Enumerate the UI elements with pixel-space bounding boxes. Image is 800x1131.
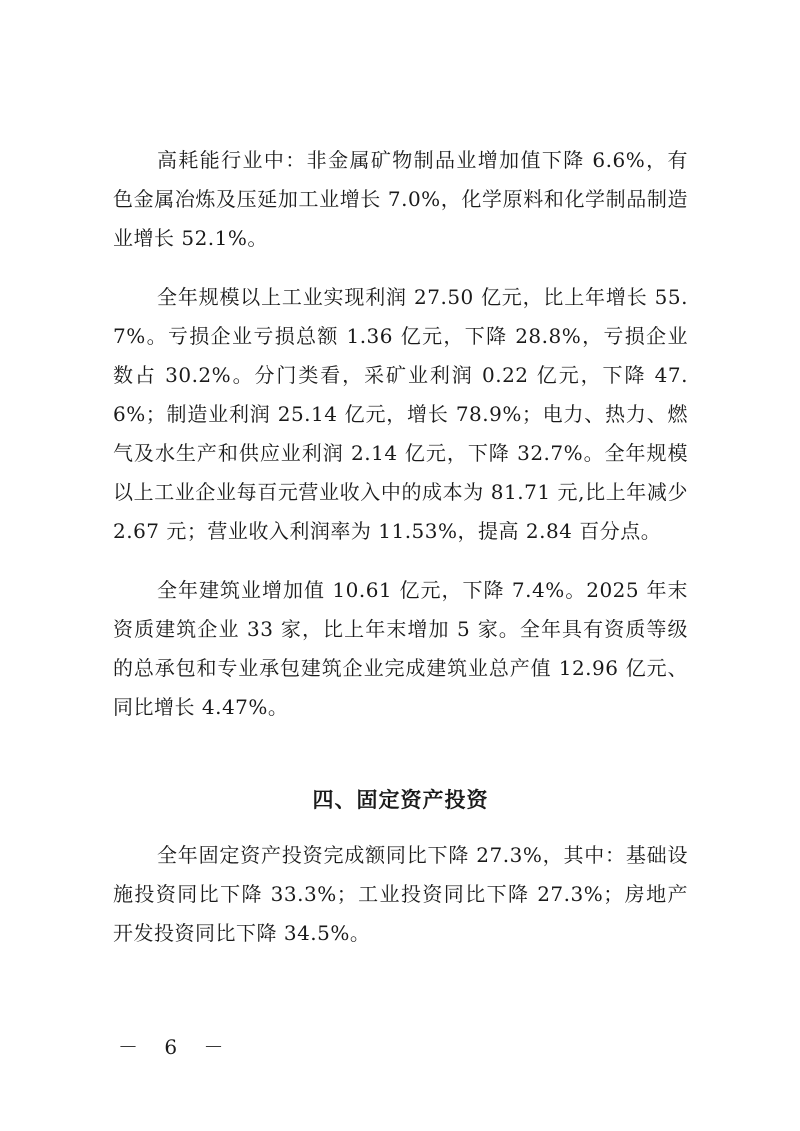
- paragraph-industrial-profits: 全年规模以上工业实现利润 27.50 亿元，比上年增长 55.7%。亏损企业亏损总额 1.36 亿元，下降 28.8%，亏损企业数占 30.2%。分门类看，采矿业利润 0.22 亿元，下降 47.6%；制造业利润 25.14 亿元，增长 78.9%；电力、热力、燃气及水生产和供应业利润 2.14 亿元，下降 32.7%。全年规模以上工业企业每百元营业收入中的成本为 81.71 元,比上年减少 2.67 元；营业收入利润率为 11.53%，提高 2.84 百分点。: [113, 285, 688, 543]
- paragraph-high-energy-industries: 高耗能行业中：非金属矿物制品业增加值下降 6.6%，有色金属冶炼及压延加工业增长 7.0%，化学原料和化学制品制造业增长 52.1%。: [113, 148, 688, 250]
- section-heading-fixed-asset-investment: 四、固定资产投资: [312, 788, 489, 812]
- paragraph-construction: 全年建筑业增加值 10.61 亿元，下降 7.4%。2025 年末资质建筑企业 33 家，比上年末增加 5 家。全年具有资质等级的总承包和专业承包建筑企业完成建筑业总产值 12.96 亿元、同比增长 4.47%。: [113, 578, 688, 719]
- page-content: [113, 141, 688, 953]
- page-number: － 6 －: [118, 1035, 234, 1059]
- paragraph-fixed-asset-investment: 全年固定资产投资完成额同比下降 27.3%，其中：基础设施投资同比下降 33.3%；工业投资同比下降 27.3%；房地产开发投资同比下降 34.5%。: [113, 843, 688, 945]
